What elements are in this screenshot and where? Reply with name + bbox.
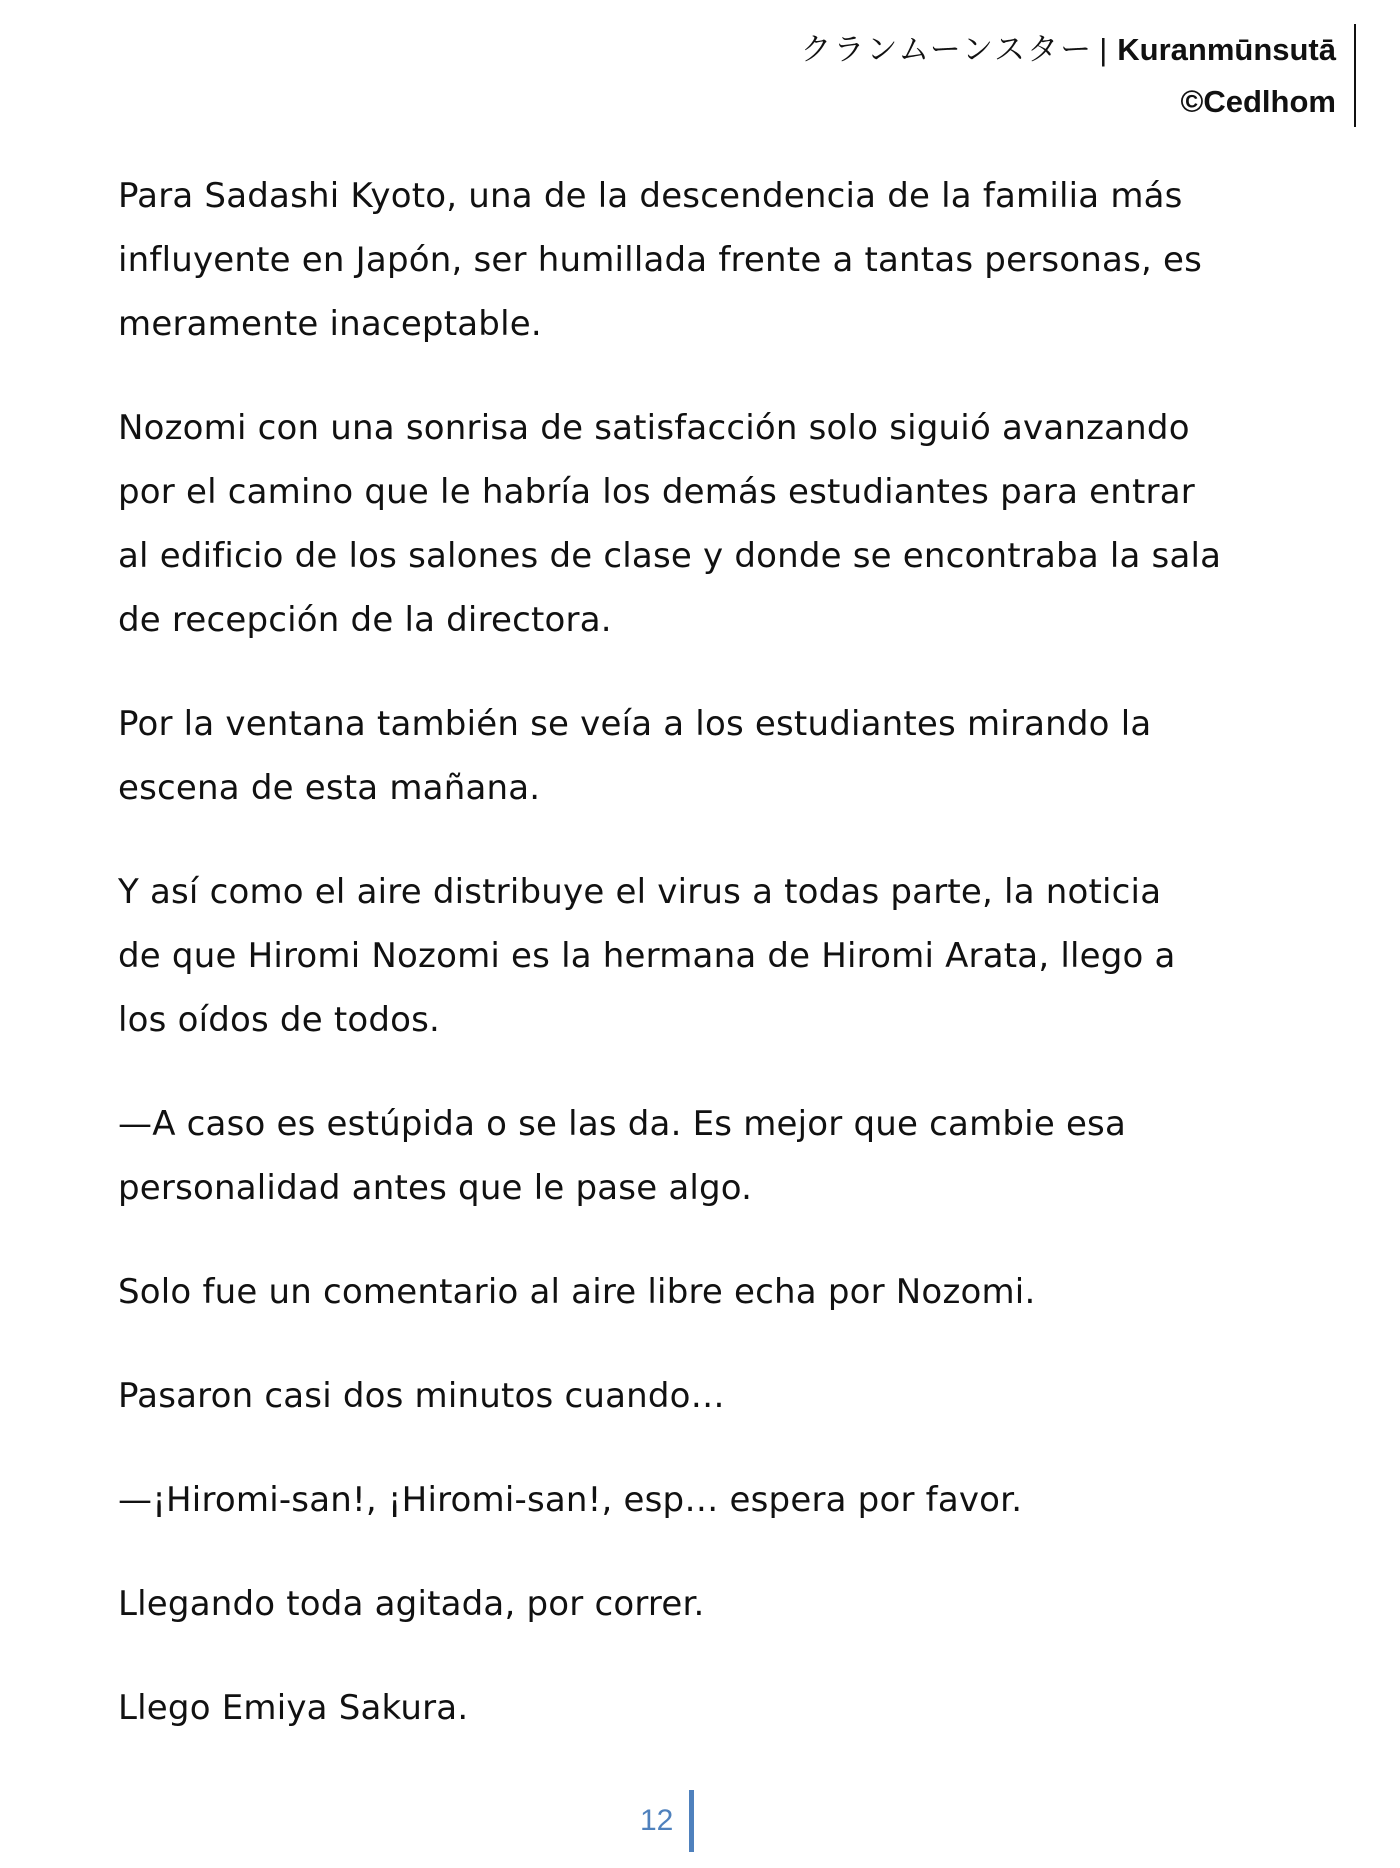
- header-separator: |: [1099, 32, 1108, 67]
- paragraph: Llego Emiya Sakura.: [118, 1688, 469, 1728]
- copyright-line: ©Cedlhom: [1180, 84, 1336, 119]
- dialogue-paragraph: —¡Hiromi-san!, ¡Hiromi-san!, esp… espera por favor.: [118, 1480, 1023, 1520]
- japanese-title: クランムーンスター: [800, 32, 1094, 68]
- header-title-line: [801, 24, 1336, 76]
- paragraph: Para Sadashi Kyoto, una de la descendencia de la familia más influyente en Japón, ser humillada frente a tantas personas, es meramente inaceptable.: [118, 176, 1203, 344]
- romaji-title: Kuranmūnsutā: [1117, 32, 1336, 67]
- paragraph: Por la ventana también se veía a los estudiantes mirando la escena de esta mañana.: [118, 704, 1152, 808]
- paragraph: Y así como el aire distribuye el virus a todas parte, la noticia de que Hiromi Nozomi es la hermana de Hiromi Arata, llego a los oídos de todos.: [118, 872, 1176, 1040]
- paragraph: Nozomi con una sonrisa de satisfacción solo siguió avanzando por el camino que le habría los demás estudiantes para entrar al edificio de los salones de clase y donde se encontraba la sala de recepción de la directora.: [118, 408, 1222, 640]
- paragraph: Llegando toda agitada, por correr.: [118, 1584, 705, 1624]
- running-header: [801, 24, 1356, 127]
- page-number: [640, 1790, 694, 1852]
- page-body: [118, 164, 1298, 1780]
- paragraph: Pasaron casi dos minutos cuando…: [118, 1376, 725, 1416]
- dialogue-paragraph: —A caso es estúpida o se las da. Es mejor que cambie esa personalidad antes que le pase algo.: [118, 1104, 1127, 1208]
- page-number-label: 12: [640, 1804, 674, 1837]
- paragraph: Solo fue un comentario al aire libre echa por Nozomi.: [118, 1272, 1036, 1312]
